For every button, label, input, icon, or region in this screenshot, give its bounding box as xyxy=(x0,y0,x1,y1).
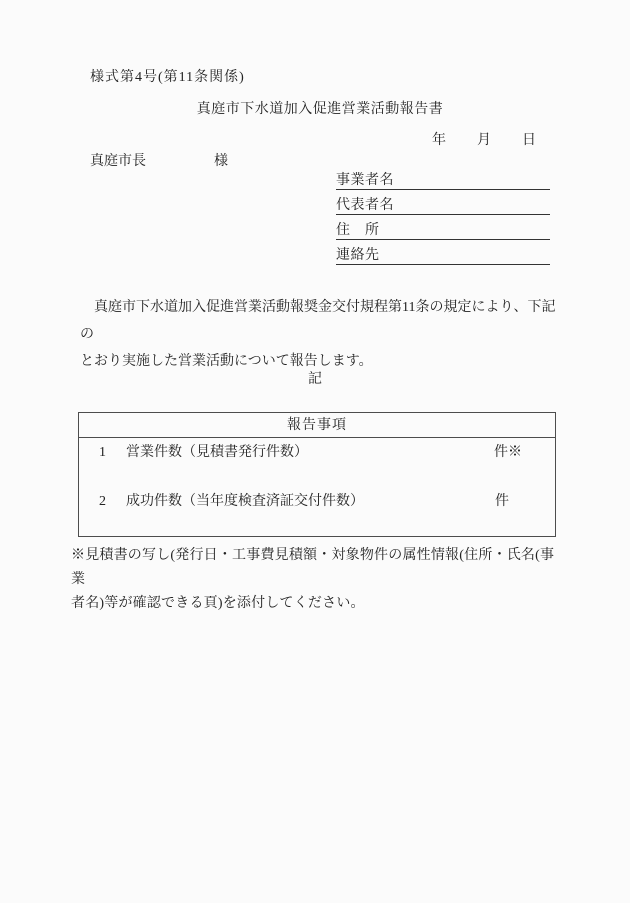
body-paragraph-line1: 真庭市下水道加入促進営業活動報奨金交付規程第11条の規定により、下記の xyxy=(80,300,556,342)
document-title: 真庭市下水道加入促進営業活動報告書 xyxy=(196,102,444,117)
field-contact xyxy=(336,247,550,265)
table-row xyxy=(79,493,555,511)
date-line: 年 月 日 xyxy=(432,133,537,148)
form-number: 様式第4号(第11条関係) xyxy=(90,70,245,85)
footnote-line1: ※見積書の写し(発行日・工事費見積額・対象物件の属性情報(住所・氏名(事業 xyxy=(71,548,555,587)
table-row-1-text: 営業件数（見積書発行件数） xyxy=(126,445,308,460)
record-marker: 記 xyxy=(308,372,322,387)
body-paragraph-line2: とおり実施した営業活動について報告します。 xyxy=(80,354,373,369)
applicant-fields xyxy=(336,172,550,272)
table-row-1-unit: 件※ xyxy=(494,445,522,460)
body-paragraph xyxy=(80,294,556,375)
field-representative-name-label: 代表者名 xyxy=(336,198,394,213)
footnote-line2: 者名)等が確認できる頁)を添付してください。 xyxy=(71,596,365,611)
field-business-name xyxy=(336,172,550,190)
addressee-honorific: 様 xyxy=(214,154,228,169)
table-row-2-text: 成功件数（当年度検査済証交付件数） xyxy=(126,494,364,509)
table-row-2-label xyxy=(99,493,364,511)
table-row xyxy=(79,444,555,462)
addressee-line xyxy=(90,150,228,170)
field-contact-label: 連絡先 xyxy=(336,248,380,263)
footnote xyxy=(71,544,567,616)
table-row-2-number: 2 xyxy=(99,494,106,509)
table-row-1-number: 1 xyxy=(99,445,106,460)
field-representative-name xyxy=(336,197,550,215)
field-address-label: 住 所 xyxy=(336,223,380,238)
report-table xyxy=(78,412,556,537)
addressee-name: 真庭市長 xyxy=(90,154,146,169)
table-row-1-label xyxy=(99,444,308,462)
table-row-2-unit: 件 xyxy=(495,494,509,509)
report-table-header: 報告事項 xyxy=(79,413,555,438)
field-business-name-label: 事業者名 xyxy=(336,173,394,188)
field-address xyxy=(336,222,550,240)
